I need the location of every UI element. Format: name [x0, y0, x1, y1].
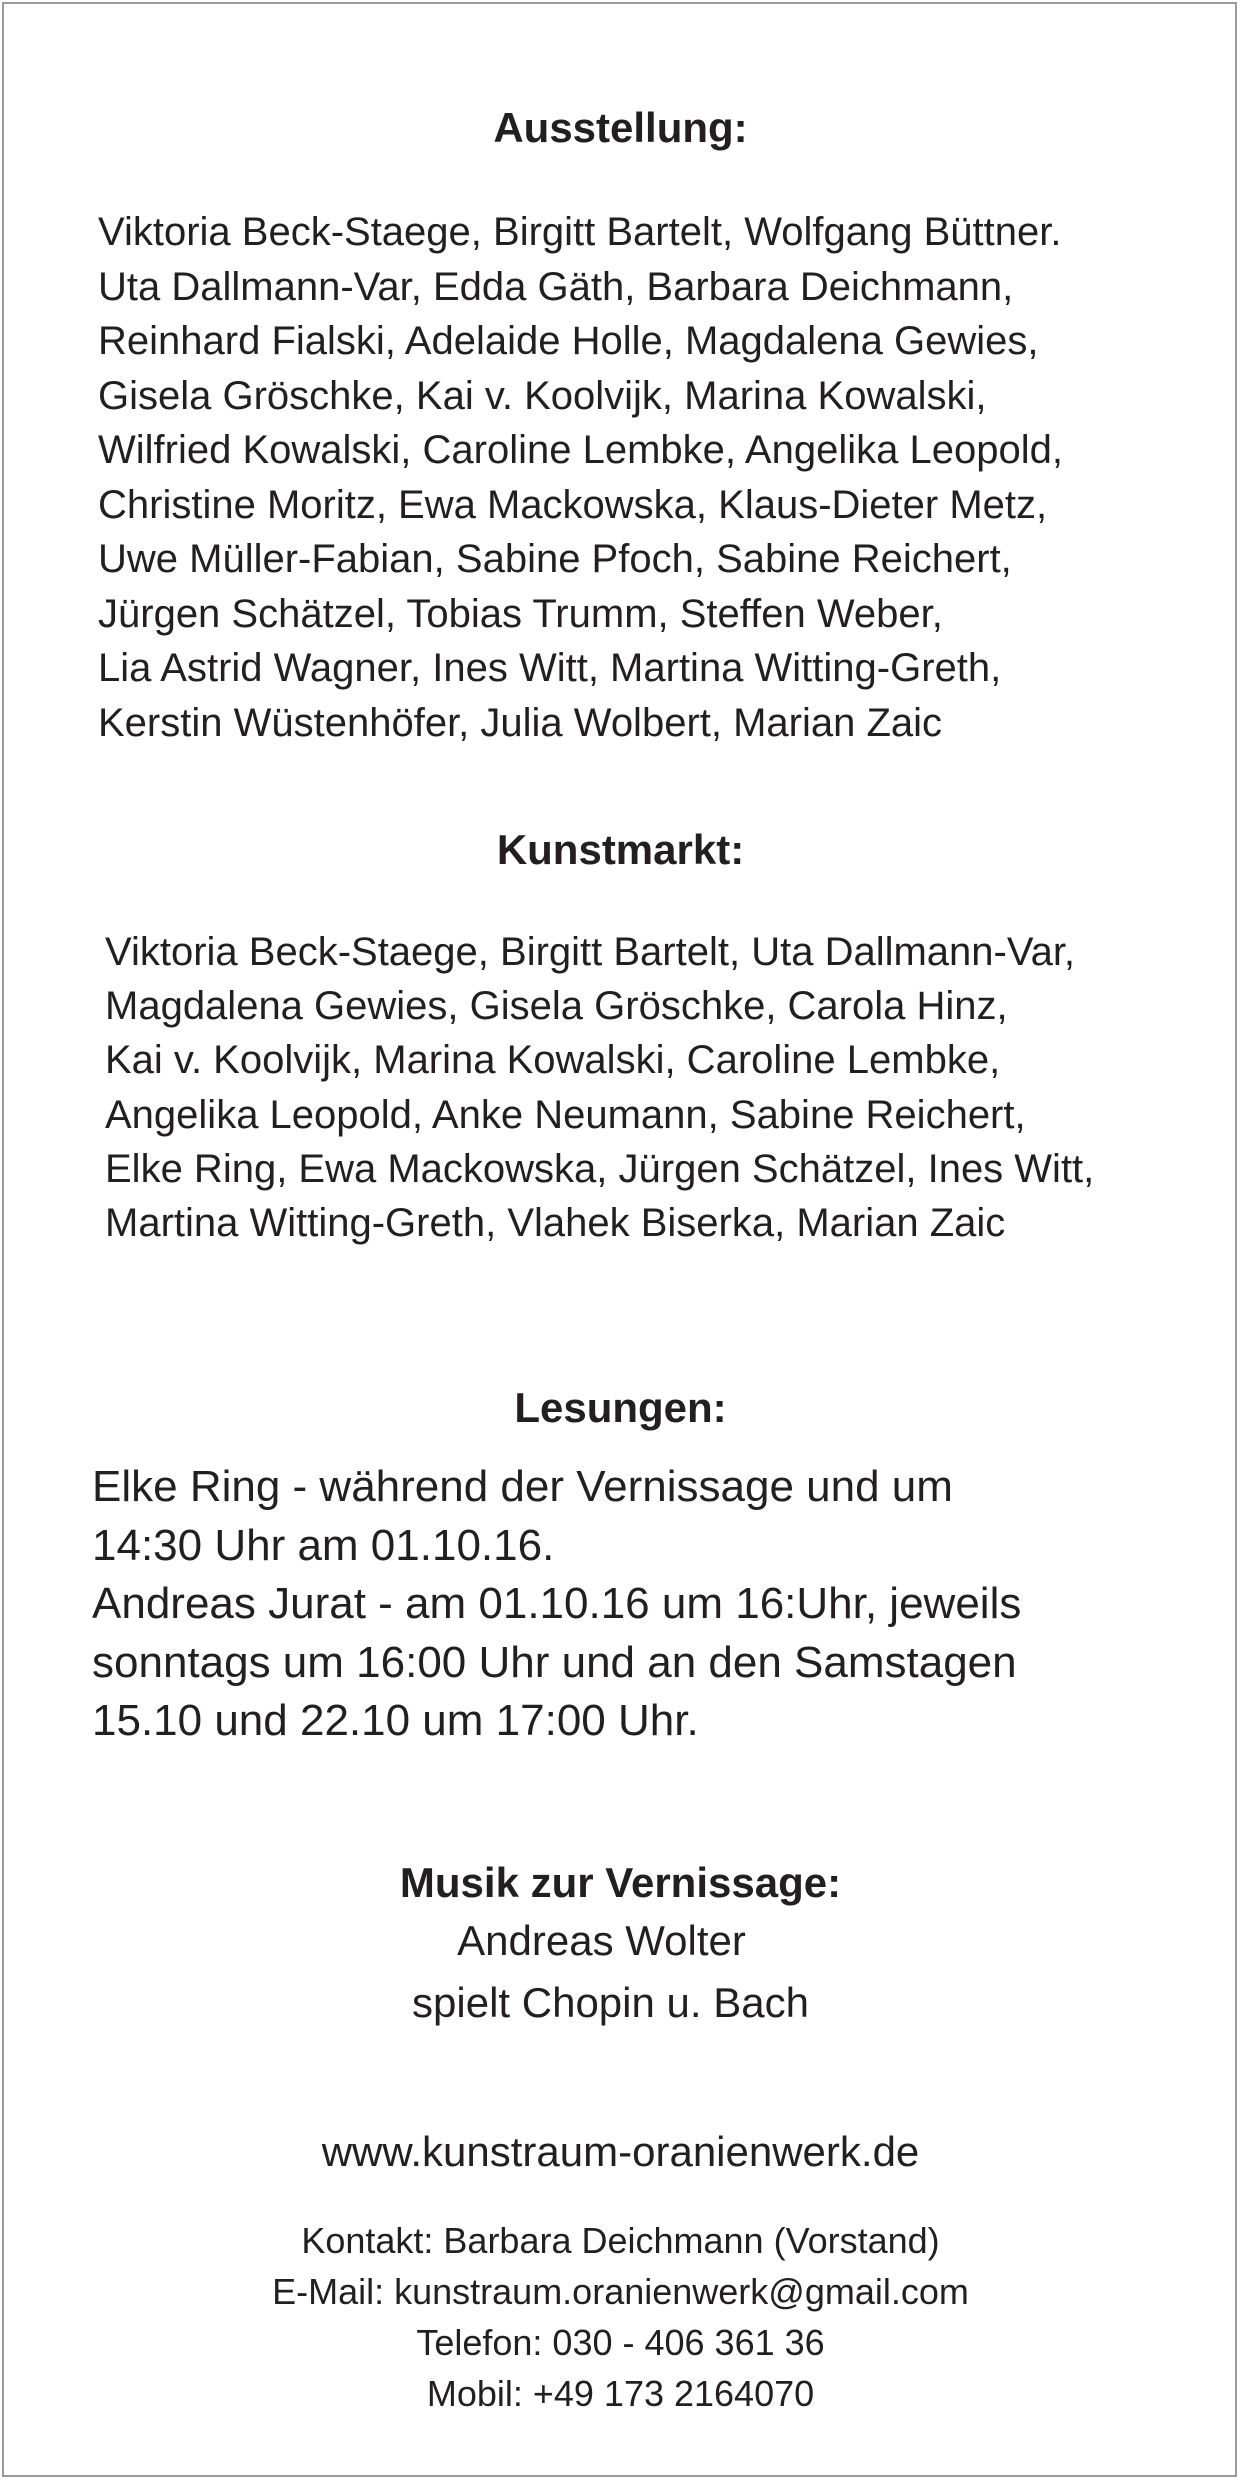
contact-mobile: Mobil: +49 173 2164070 — [426, 2373, 815, 2414]
lesungen-line: Andreas Jurat - am 01.10.16 um 16:Uhr, jeweils — [92, 1579, 1022, 1628]
contact-person: Kontakt: Barbara Deichmann (Vorstand) — [301, 2220, 940, 2261]
ausstellung-heading: Ausstellung: — [493, 104, 748, 151]
kunstmarkt-line: Elke Ring, Ewa Mackowska, Jürgen Schätzel, Ines Witt, — [105, 1146, 1095, 1191]
ausstellung-line: Uta Dallmann-Var, Edda Gäth, Barbara Deichmann, — [98, 264, 1014, 309]
ausstellung-line: Lia Astrid Wagner, Ines Witt, Martina Witting-Greth, — [98, 646, 1002, 690]
musik-program: spielt Chopin u. Bach — [412, 1979, 809, 2026]
lesungen-line: sonntags um 16:00 Uhr und an den Samstagen — [92, 1637, 1017, 1687]
lesungen-line: Elke Ring - während der Vernissage und um — [92, 1462, 953, 1511]
contact-email[interactable]: E-Mail: kunstraum.oranienwerk@gmail.com — [272, 2271, 969, 2312]
ausstellung-line: Uwe Müller-Fabian, Sabine Pfoch, Sabine Reichert, — [98, 537, 1012, 581]
ausstellung-artist-list — [98, 205, 1063, 750]
musik-text — [0, 1910, 1241, 2034]
kunstmarkt-heading: Kunstmarkt: — [496, 826, 745, 873]
ausstellung-line: Wilfried Kowalski, Caroline Lembke, Angelika Leopold, — [98, 428, 1063, 472]
ausstellung-line: Christine Moritz, Ewa Mackowska, Klaus-Dieter Metz, — [98, 482, 1048, 527]
website-link[interactable]: www.kunstraum-oranienwerk.de — [321, 2128, 920, 2175]
lesungen-heading: Lesungen: — [514, 1384, 727, 1431]
ausstellung-line: Gisela Gröschke, Kai v. Koolvijk, Marina Kowalski, — [98, 373, 987, 418]
ausstellung-line: Reinhard Fialski, Adelaide Holle, Magdalena Gewies, — [98, 319, 1039, 363]
kunstmarkt-line: Angelika Leopold, Anke Neumann, Sabine Reichert, — [105, 1092, 1026, 1137]
kunstmarkt-line: Viktoria Beck-Staege, Birgitt Bartelt, Uta Dallmann-Var, — [105, 930, 1076, 974]
lesungen-line: 14:30 Uhr am 01.10.16. — [92, 1520, 555, 1570]
kunstmarkt-artist-list — [105, 925, 1094, 1250]
lesungen-text — [92, 1458, 1021, 1751]
kunstmarkt-line: Magdalena Gewies, Gisela Gröschke, Carola Hinz, — [105, 984, 1008, 1029]
contact-phone: Telefon: 030 - 406 361 36 — [416, 2322, 825, 2363]
kunstmarkt-line: Kai v. Koolvijk, Marina Kowalski, Caroline Lembke, — [105, 1038, 1001, 1083]
musik-performer: Andreas Wolter — [457, 1917, 746, 1964]
musik-heading: Musik zur Vernissage: — [399, 1859, 842, 1906]
ausstellung-line: Jürgen Schätzel, Tobias Trumm, Steffen Weber, — [98, 591, 943, 636]
ausstellung-line: Viktoria Beck-Staege, Birgitt Bartelt, Wolfgang Büttner. — [98, 210, 1062, 254]
contact-block — [0, 2215, 1241, 2419]
kunstmarkt-line: Martina Witting-Greth, Vlahek Biserka, Marian Zaic — [105, 1201, 1006, 1246]
lesungen-line: 15.10 und 22.10 um 17:00 Uhr. — [92, 1696, 699, 1745]
ausstellung-line: Kerstin Wüstenhöfer, Julia Wolbert, Marian Zaic — [98, 700, 943, 745]
